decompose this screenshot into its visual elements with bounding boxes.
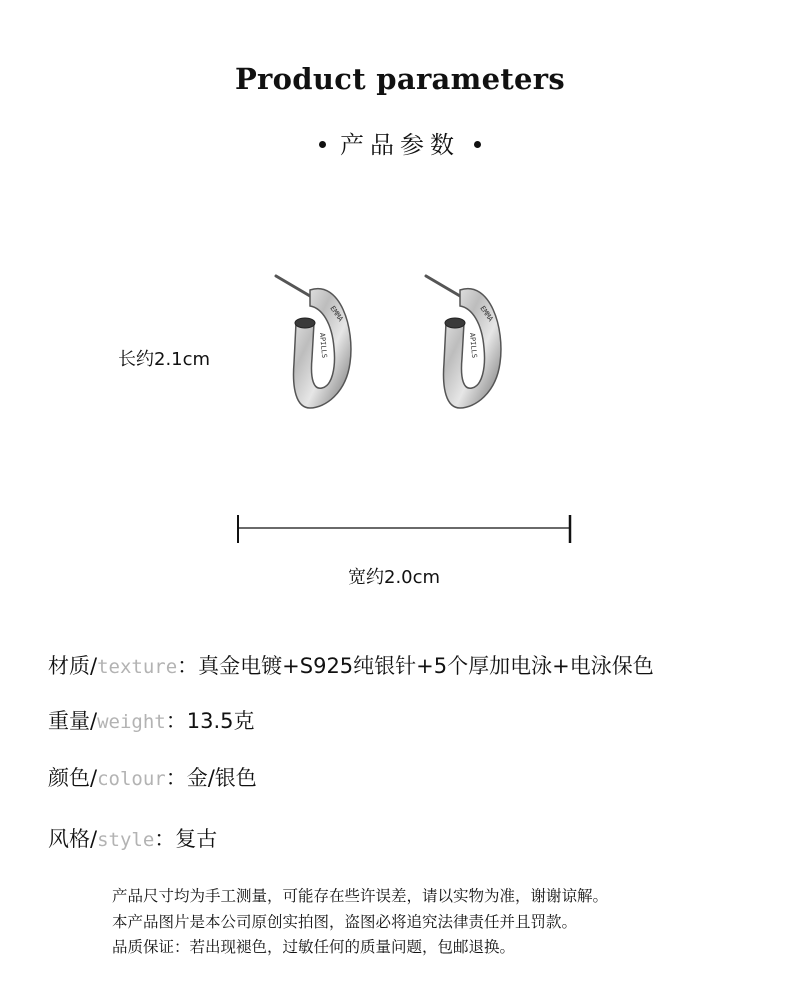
param-label-en: texture (97, 656, 178, 678)
param-separator: ： (177, 654, 199, 678)
param-label: 材质/ (48, 654, 98, 678)
param-value: 13.5克 (186, 709, 255, 733)
param-label: 颜色/ (48, 766, 98, 790)
param-value: 复古 (175, 827, 218, 851)
param-separator: ： (165, 766, 187, 790)
param-label-en: colour (97, 768, 166, 790)
param-value: 真金电镀+S925纯银针+5个厚加电泳+电泳保色 (198, 654, 654, 678)
engraving-text: EMMA (478, 304, 495, 323)
bullet-dot-left (319, 141, 326, 148)
note-line: 本产品图片是本公司原创实拍图，盗图必将追究法律责任并且罚款。 (112, 912, 578, 931)
note-line: 产品尺寸均为手工测量，可能存在些许误差，请以实物为准，谢谢谅解。 (112, 887, 609, 905)
param-label: 重量/ (48, 709, 98, 733)
param-row-style (48, 823, 217, 853)
param-label-en: style (97, 829, 155, 851)
earring-pair-image (270, 268, 560, 443)
param-row-colour (48, 762, 257, 792)
param-separator: ： (154, 827, 176, 851)
left-earring (276, 276, 351, 408)
param-row-weight (48, 705, 254, 735)
disclaimer-notes (112, 884, 608, 961)
page-title-en: Product parameters (234, 62, 566, 96)
param-separator: ： (165, 709, 187, 733)
length-label: 长约2.1cm (118, 349, 211, 370)
param-value: 金/银色 (186, 766, 257, 790)
engraving-text: APILLS (468, 332, 479, 359)
page-title-cn (0, 125, 800, 160)
width-label: 宽约2.0cm (348, 567, 441, 588)
engraving-text: EMMA (328, 304, 345, 323)
param-row-texture (48, 650, 654, 680)
param-label-en: weight (97, 711, 166, 733)
bullet-dot-right (474, 141, 481, 148)
right-earring (426, 276, 501, 408)
note-line: 品质保证：若出现褪色，过敏任何的质量问题，包邮退换。 (112, 938, 516, 956)
engraving-text: APILLS (318, 332, 329, 359)
param-label: 风格/ (48, 827, 98, 851)
page-subtitle-cn: 产品参数 (340, 131, 460, 159)
width-measure-line (236, 513, 576, 547)
